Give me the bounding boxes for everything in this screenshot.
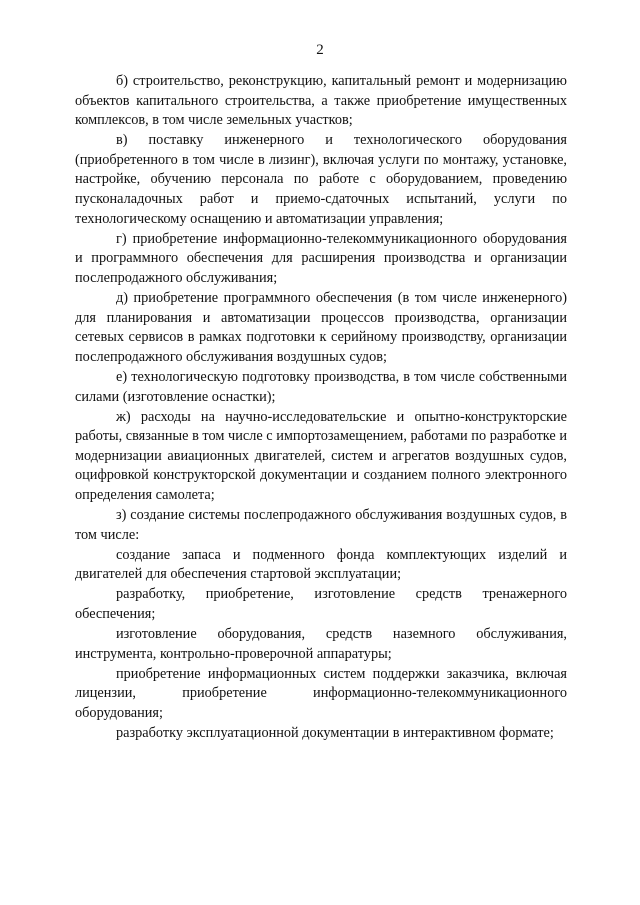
subitem-customer-support-systems: приобретение информационных систем поддержки заказчика, включая лицензии, приобретение информационно-телекоммуникационного оборудования;	[75, 665, 567, 721]
paragraph-b: б) строительство, реконструкцию, капитальный ремонт и модернизацию объектов капитального строительства, а также приобретение имущественных комплексов, в том числе земельных участков;	[75, 73, 567, 129]
subitem-interactive-documentation: разработку эксплуатационной документации в интерактивном формате;	[116, 725, 554, 742]
paragraph-z: з) создание системы послепродажного обслуживания воздушных судов, в том числе:	[75, 507, 567, 543]
paragraph-v: в) поставку инженерного и технологического оборудования (приобретенного в том числе в лизинг), включая услуги по монтажу, установке, настройке, обучению персонала по работе с оборудованием, проведению пусконаладочных работ и приемо-сдаточных испытаний, услуги по технологическому оснащению и автоматизации управления;	[75, 132, 567, 227]
page-number: 2	[316, 42, 324, 58]
subitem-training-equipment: разработку, приобретение, изготовление средств тренажерного обеспечения;	[75, 586, 567, 623]
paragraph-e: е) технологическую подготовку производства, в том числе собственными силами (изготовление оснастки);	[75, 368, 567, 405]
document-body	[75, 72, 567, 744]
paragraph-g: г) приобретение информационно-телекоммуникационного оборудования и программного обеспечения для расширения производства и организации послепродажного обслуживания;	[75, 230, 567, 286]
subitem-spare-parts: создание запаса и подменного фонда комплектующих изделий и двигателей для обеспечения стартовой эксплуатации;	[75, 546, 567, 583]
subitem-ground-equipment: изготовление оборудования, средств наземного обслуживания, инструмента, контрольно-проверочной аппаратуры;	[75, 626, 567, 662]
paragraph-d: д) приобретение программного обеспечения (в том числе инженерного) для планирования и автоматизации процессов производства, организации сетевых сервисов в рамках подготовки к серийному производству, организации послепродажного обслуживания воздушных судов;	[75, 290, 567, 365]
paragraph-zh: ж) расходы на научно-исследовательские и опытно-конструкторские работы, связанные в том числе с импортозамещением, работами по разработке и модернизации авиационных двигателей, систем и агрегатов воздушных судов, оцифровкой конструкторской документации и созданием полного электронного определения самолета;	[75, 408, 567, 503]
